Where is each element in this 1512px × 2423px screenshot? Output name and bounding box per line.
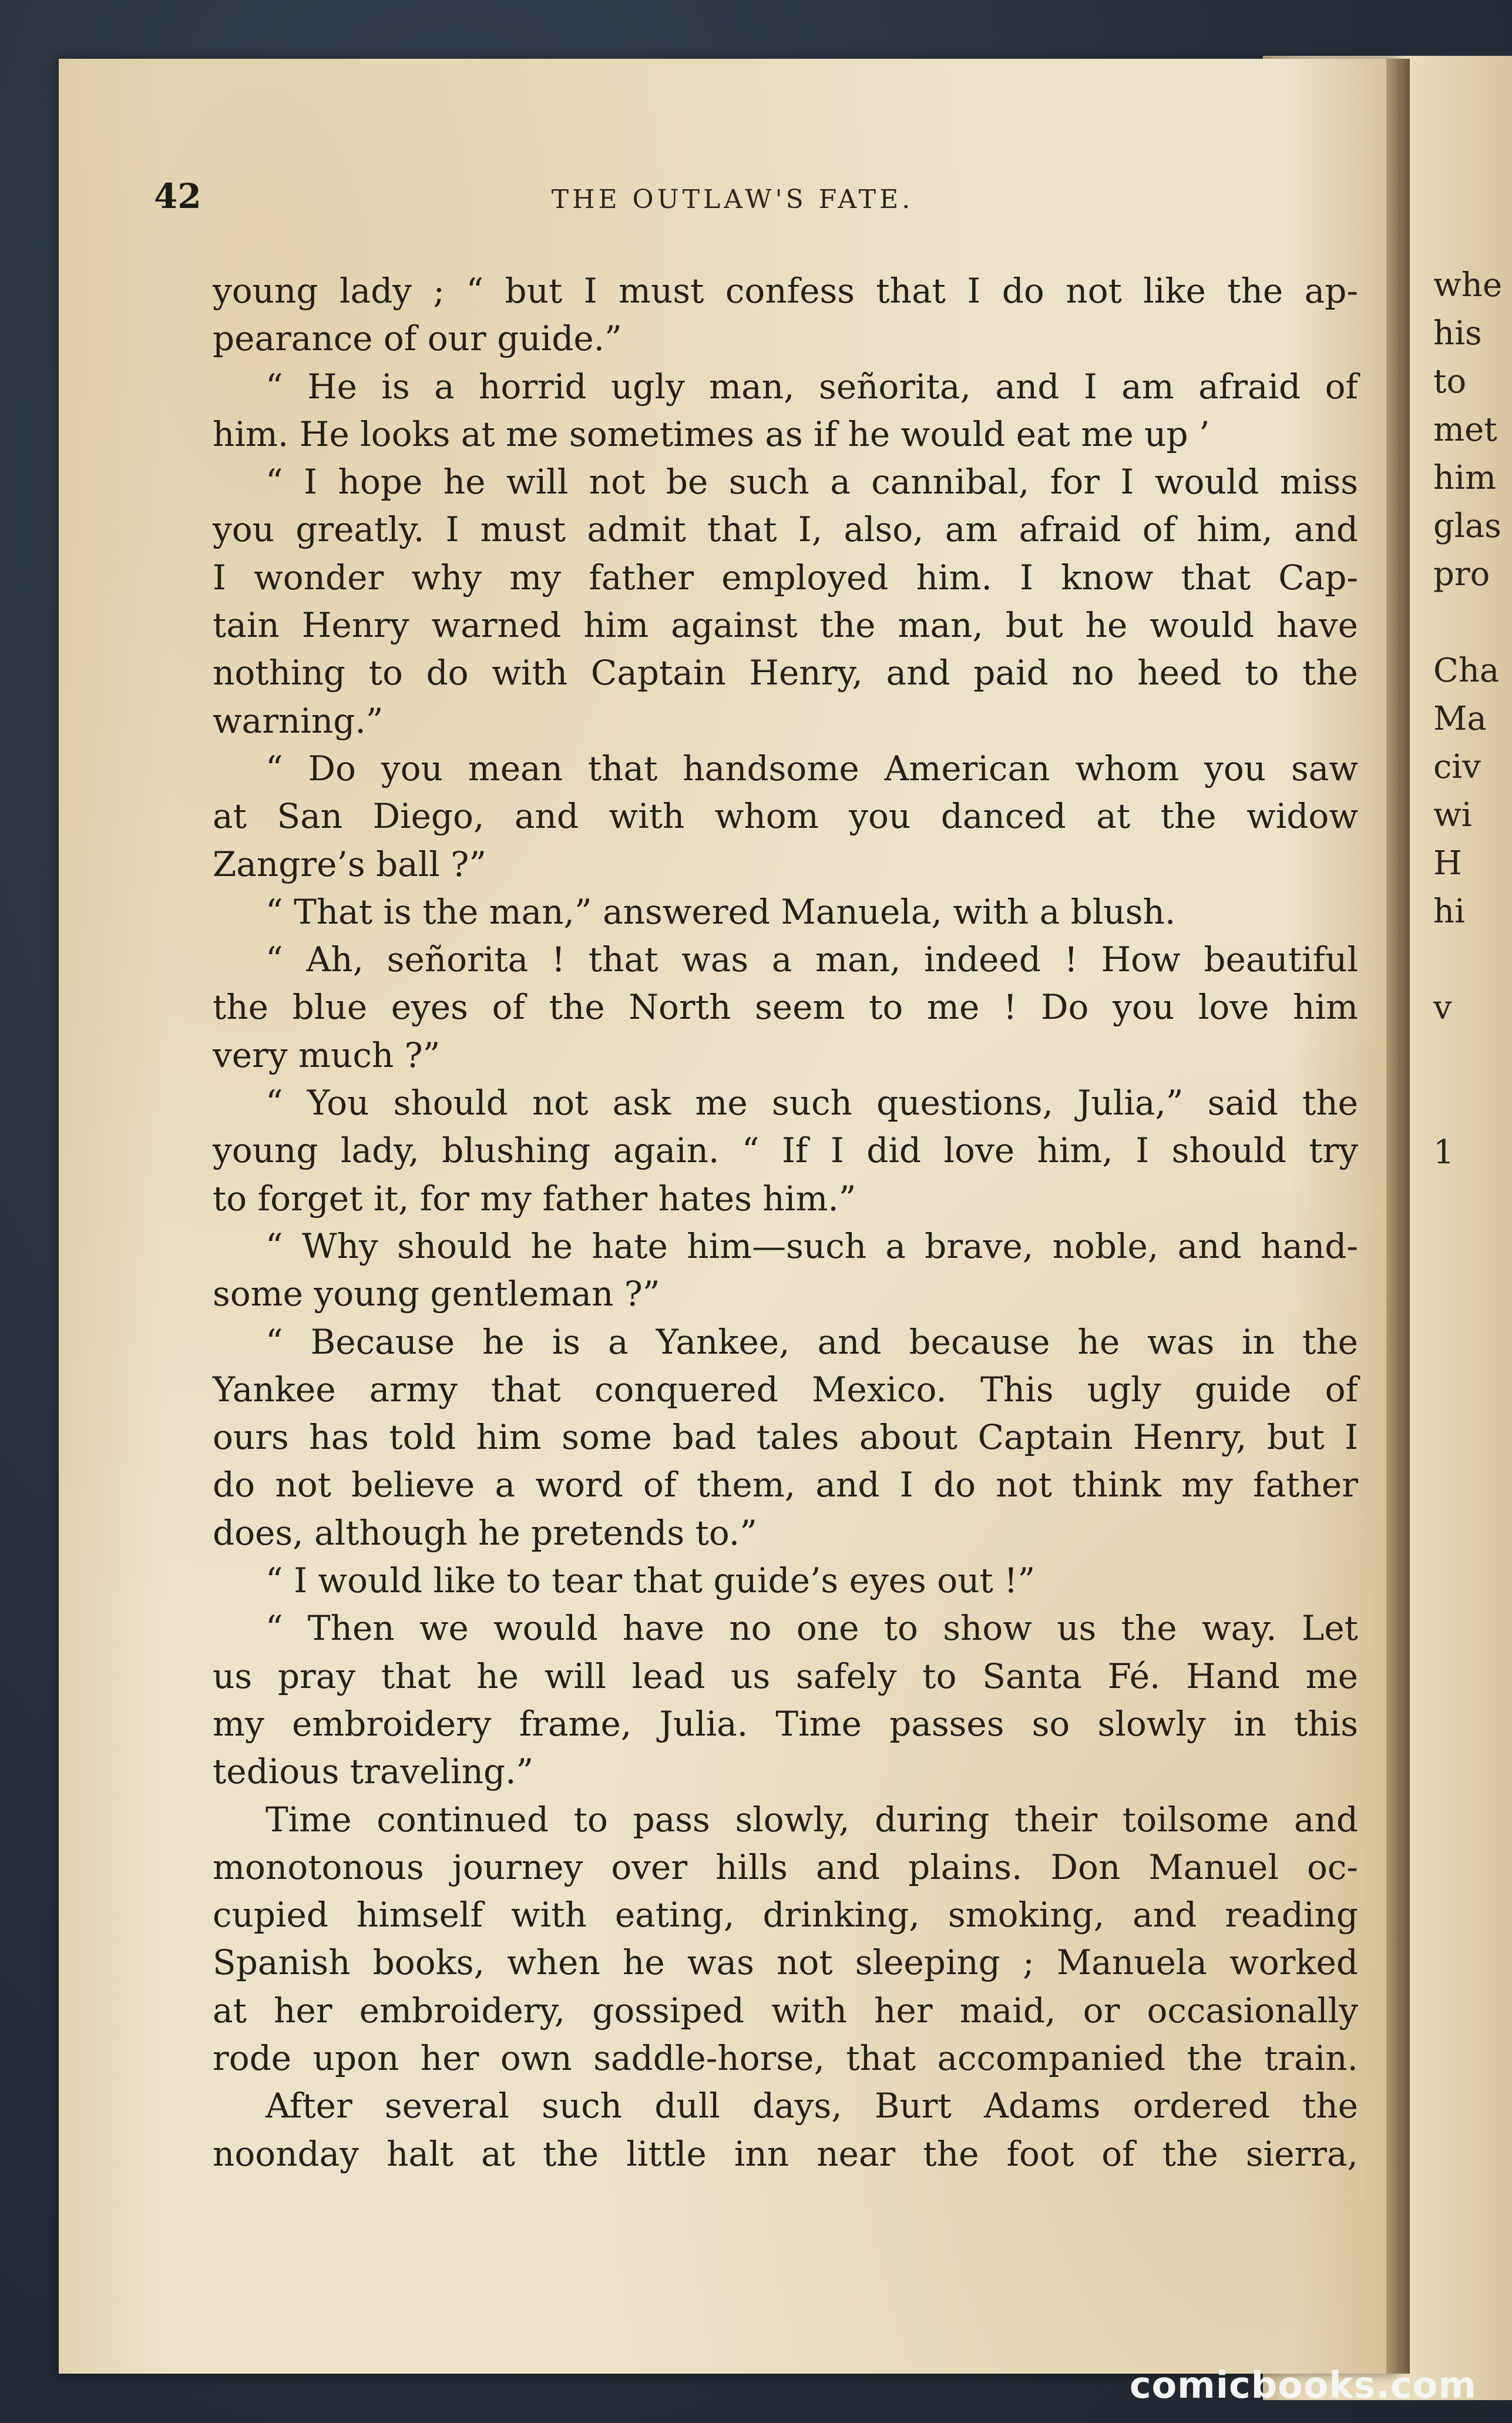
text-line: “ I would like to tear that guide’s eyes out !” [266, 1560, 1036, 1601]
facing-page-fragment: Ma [1433, 700, 1487, 738]
text-line: “ Ah, señorita ! that was a man, indeed ! How beautiful [266, 939, 1358, 980]
text-line: I wonder why my father employed him. I know that Cap- [213, 557, 1358, 598]
facing-page-fragment: whe [1433, 266, 1503, 304]
text-line: at her embroidery, gossiped with her maid, or occasionally [213, 1990, 1358, 2031]
text-line: Time continued to pass slowly, during their toilsome and [266, 1799, 1358, 1840]
text-line: Yankee army that conquered Mexico. This ugly guide of [213, 1369, 1358, 1409]
text-line: young lady, blushing again. “ If I did love him, I should try [213, 1130, 1358, 1171]
text-line: rode upon her own saddle-horse, that accompanied the train. [213, 2038, 1358, 2078]
facing-page-fragment [1433, 936, 1510, 984]
facing-page-fragment: H [1433, 844, 1462, 882]
facing-page-fragment: him [1433, 459, 1497, 497]
facing-page-fragment [1433, 599, 1510, 647]
facing-page-fragment: 1 [1433, 1133, 1454, 1172]
facing-page-fragment [1433, 1032, 1510, 1080]
text-line: “ Do you mean that handsome American whom you saw [266, 748, 1358, 788]
facing-page-fragment: glas [1433, 507, 1501, 545]
text-line: tedious traveling.” [213, 1751, 534, 1792]
text-line: does, although he pretends to.” [213, 1512, 757, 1553]
text-line: my embroidery frame, Julia. Time passes so slowly in this [213, 1703, 1358, 1744]
text-line: us pray that he will lead us safely to Santa Fé. Hand me [213, 1656, 1358, 1696]
text-line: you greatly. I must admit that I, also, am afraid of him, and [213, 509, 1358, 550]
text-line: pearance of our guide.” [213, 318, 622, 359]
text-line: cupied himself with eating, drinking, smoking, and reading [213, 1895, 1358, 1935]
text-line: ours has told him some bad tales about Captain Henry, but I [213, 1417, 1358, 1458]
text-line: to forget it, for my father hates him.” [213, 1178, 856, 1219]
text-line: “ Why should he hate him—such a brave, noble, and hand- [266, 1226, 1358, 1266]
facing-page-fragment: to [1433, 363, 1467, 401]
facing-page-fragment: pro [1433, 555, 1490, 593]
text-line: After several such dull days, Burt Adams ordered the [266, 2086, 1358, 2126]
facing-page-fragment: met [1433, 411, 1497, 449]
body-text [213, 267, 1358, 2178]
text-line: “ That is the man,” answered Manuela, with a blush. [266, 891, 1176, 932]
page-number: 42 [154, 176, 201, 216]
text-line: nothing to do with Captain Henry, and paid no heed to the [213, 653, 1358, 693]
text-line: the blue eyes of the North seem to me ! Do you love him [213, 987, 1358, 1028]
text-line: noonday halt at the little inn near the foot of the sierra, [213, 2133, 1358, 2174]
page-header [154, 176, 1358, 235]
text-line: tain Henry warned him against the man, but he would have [213, 605, 1358, 646]
text-line: young lady ; “ but I must confess that I do not like the ap- [213, 271, 1358, 311]
text-line: “ You should not ask me such questions, Julia,” said the [266, 1083, 1358, 1123]
text-line: “ Then we would have no one to show us the way. Let [266, 1608, 1358, 1649]
text-line: him. He looks at me sometimes as if he would eat me up ’ [213, 414, 1210, 454]
page-gutter [1386, 59, 1410, 2374]
text-line: “ Because he is a Yankee, and because he was in the [266, 1321, 1358, 1362]
facing-page-fragment: wi [1433, 796, 1472, 834]
text-line: some young gentleman ?” [213, 1274, 660, 1314]
text-line: at San Diego, and with whom you danced at the widow [213, 796, 1358, 837]
facing-page-fragment: Cha [1433, 652, 1500, 690]
text-line: do not believe a word of them, and I do not think my father [213, 1465, 1358, 1505]
text-line: “ I hope he will not be such a cannibal, for I would miss [266, 462, 1358, 502]
text-line: very much ?” [213, 1035, 441, 1075]
watermark: comicbooks.com [1129, 2364, 1477, 2407]
text-line: warning.” [213, 700, 384, 741]
text-line: Spanish books, when he was not sleeping ; Manuela worked [213, 1942, 1358, 1983]
text-line: “ He is a horrid ugly man, señorita, and I am afraid of [266, 366, 1358, 407]
facing-page-fragment: hi [1433, 892, 1465, 931]
facing-page-fragment: his [1433, 314, 1482, 353]
facing-page-fragment: civ [1433, 748, 1481, 786]
facing-page-fragment [1433, 1080, 1510, 1129]
text-line: monotonous journey over hills and plains. Don Manuel oc- [213, 1847, 1358, 1887]
running-title: THE OUTLAW'S FATE. [551, 184, 914, 214]
text-line: Zangre’s ball ?” [213, 844, 487, 884]
facing-page-fragment: v [1433, 989, 1452, 1027]
facing-page-text [1433, 261, 1510, 1177]
